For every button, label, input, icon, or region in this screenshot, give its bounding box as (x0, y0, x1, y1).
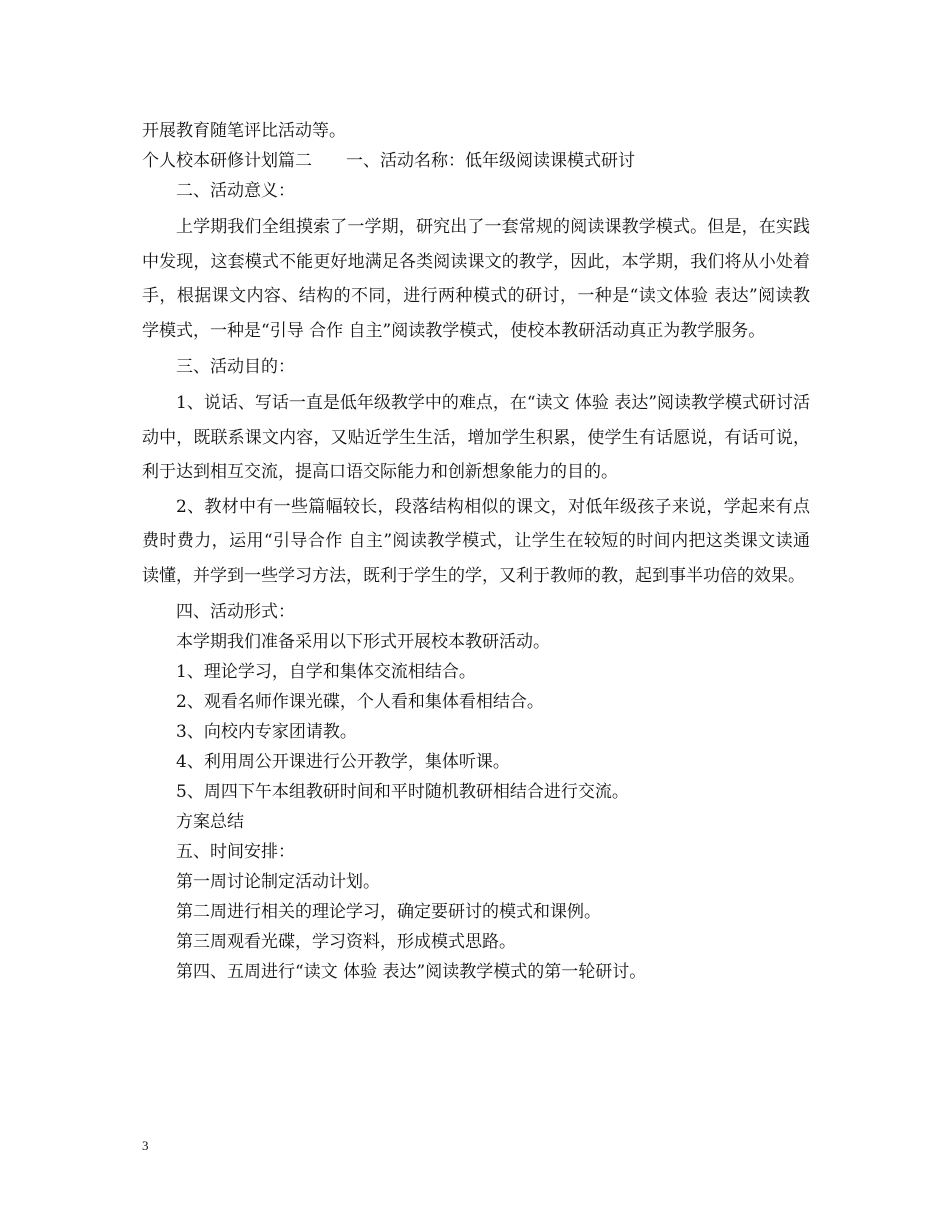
schedule-item: 第二周进行相关的理论学习，确定要研讨的模式和课例。 (176, 902, 601, 922)
heading-purpose: 三、活动目的： (176, 357, 295, 377)
text-line: 本学期我们准备采用以下形式开展校本教研活动。 (176, 632, 550, 652)
schedule-item: 第四、五周进行“读文 体验 表达”阅读教学模式的第一轮研讨。 (176, 962, 647, 982)
heading-meaning: 二、活动意义： (176, 181, 295, 201)
list-item: 5、周四下午本组教研时间和平时随机教研相结合进行交流。 (176, 782, 629, 802)
list-item: 3、向校内专家团请教。 (176, 722, 357, 742)
text-line: 开展教育随笔评比活动等。 (142, 121, 346, 141)
list-item: 2、观看名师作课光碟，个人看和集体看相结合。 (176, 692, 544, 712)
document-body (142, 116, 810, 987)
page-number: 3 (142, 1138, 149, 1153)
paragraph-purpose-2: 2、教材中有一些篇幅较长，段落结构相似的课文，对低年级孩子来说，学起来有点费时费力，运用“引导合作 自主”阅读教学模式，让学生在较短的时间内把这类课文读通读懂，并学到一些学习方法，既利于学生的学，又利于教师的教，起到事半功倍的效果。 (142, 496, 810, 586)
paragraph-meaning: 上学期我们全组摸索了一学期，研究出了一套常规的阅读课教学模式。但是，在实践中发现，这套模式不能更好地满足各类阅读课文的教学，因此，本学期，我们将从小处着手，根据课文内容、结构的不同，进行两种模式的研讨，一种是“读文体验 表达”阅读教学模式，一种是“引导 合作 自主”阅读教学模式，使校本教研活动真正为教学服务。 (142, 217, 810, 341)
schedule-item: 第一周讨论制定活动计划。 (176, 872, 380, 892)
text-line: 方案总结 (176, 812, 244, 832)
list-item: 1、理论学习，自学和集体交流相结合。 (176, 662, 476, 682)
paragraph-purpose-1: 1、说话、写话一直是低年级教学中的难点，在“读文 体验 表达”阅读教学模式研讨活动中，既联系课文内容，又贴近学生生活，增加学生积累，使学生有话愿说，有话可说，利于达到相互交流，提高口语交际能力和创新想象能力的目的。 (142, 393, 811, 482)
schedule-item: 第三周观看光碟，学习资料，形成模式思路。 (176, 932, 516, 952)
list-item: 4、利用周公开课进行公开教学，集体听课。 (176, 752, 510, 772)
section-title-line: 个人校本研修计划篇二 一、活动名称：低年级阅读课模式研讨 (142, 151, 635, 171)
heading-form: 四、活动形式： (176, 602, 295, 622)
heading-schedule: 五、时间安排： (176, 842, 295, 862)
